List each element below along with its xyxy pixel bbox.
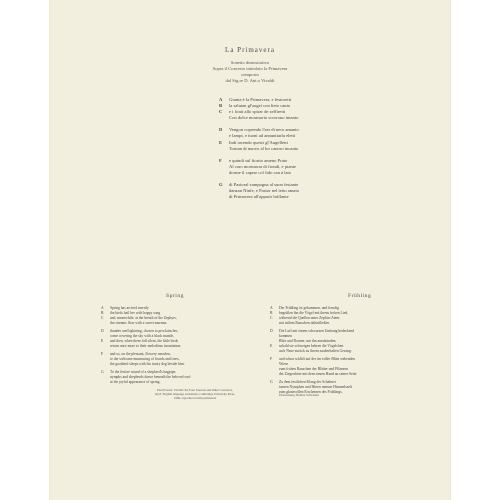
italian-sonnet — [219, 97, 299, 206]
page-title: La Primavera — [225, 46, 275, 54]
verse-text: Blitz und Donner, um ihn anzukünden; — [279, 339, 337, 343]
verse-text: aufs Neue zurück zu ihrem zauberhaften Gesang: — [279, 349, 352, 353]
verse-text: Wiese — [279, 362, 289, 366]
verse-marker — [270, 372, 279, 377]
verse-text: and so, on the pleasant, flowery meadow, — [110, 352, 171, 356]
stanza — [219, 158, 299, 176]
verse-text: e i fonti allo spirar de zeffiretti — [229, 109, 286, 115]
verse-text: e quindi sul fiorito ameno Prato — [229, 157, 288, 163]
verse-text: und schon schläft auf der im voller Blüte stehenden — [279, 357, 355, 361]
verse-marker: D — [270, 329, 273, 333]
verse-marker: F — [101, 352, 104, 356]
verse-text: kommen — [279, 334, 292, 338]
verse-marker: B — [101, 311, 104, 315]
verse-marker — [101, 344, 110, 349]
verse-marker — [219, 146, 229, 152]
verse-text: nymphs and shepherds dance beneath the beloved roof — [110, 375, 191, 379]
stanza — [270, 306, 440, 326]
stanza — [219, 97, 299, 121]
subtitle-line: Sonetto dimostrativo — [230, 60, 270, 65]
verse-marker: A — [219, 97, 223, 102]
verse-text: Vengon coprendo l'aer di nero amanto — [229, 127, 299, 133]
verse-line — [101, 380, 271, 385]
verse-marker: E — [101, 339, 104, 343]
stanza — [270, 357, 440, 377]
verse-marker — [101, 362, 110, 367]
verse-text: the birds hail her with happy song — [110, 311, 161, 315]
verse-text: mit süßem Rauschen dahinfließen. — [279, 321, 330, 325]
verse-text: der Ziegenhirte mit dem treuen Hund an seiner Seite — [279, 372, 357, 376]
verse-text: To the festive sound of a shepherd's bagpipe, — [110, 370, 177, 374]
verse-line — [219, 115, 299, 121]
verse-text: at the joyful appearance of spring. — [110, 380, 161, 384]
verse-text: come covering the sky with a black mantle, — [110, 334, 175, 338]
subtitle-line: dal Sig.re D. Ant.o Vivaldi — [225, 78, 275, 83]
verse-text: begrüßen ihn die Vögel mit ihrem frohen Lied, — [279, 311, 349, 315]
verse-marker — [101, 380, 110, 385]
verse-marker: F — [270, 357, 273, 361]
verse-marker — [270, 390, 279, 395]
subtitle-line: composto — [241, 72, 259, 77]
german-credit: Übersetzung: Bettina Schwemer — [279, 393, 320, 397]
subtitle-block — [50, 60, 450, 84]
verse-marker: E — [270, 344, 273, 348]
verse-text: Al caro mormorar di frondi, e piante — [229, 163, 296, 169]
verse-marker — [219, 115, 229, 121]
verse-marker — [270, 321, 279, 326]
verse-marker: C — [270, 316, 273, 320]
verse-line — [219, 170, 299, 176]
stanza — [101, 352, 271, 367]
verse-text: Con dolce mormorio scorrono intanto — [229, 115, 299, 121]
verse-text: Tornan di nuovo al lor canoro incanto — [229, 145, 299, 151]
verse-text: danzan Ninfe, e Pastor nel tetto amato — [229, 188, 300, 194]
verse-line — [101, 362, 271, 367]
verse-text: the goatherd sleeps with his trusty dog beside him. — [110, 362, 185, 366]
verse-marker: C — [219, 109, 223, 115]
verse-line — [219, 194, 299, 200]
verse-text: e lampi, e tuoni ad annuntiarla eletti — [229, 133, 296, 139]
verse-text: di Pastoral zampogna al suon festante — [229, 182, 299, 188]
verse-marker: G — [101, 370, 104, 374]
credit-line: 1996, reproduced with permission — [173, 396, 217, 401]
verse-text: während die Quellen unter Zephirs Atem — [279, 316, 340, 320]
verse-text: and, meanwhile, at the breath of the Zephyrs, — [110, 316, 177, 320]
stanza — [219, 182, 299, 200]
verse-text: sobald sie schweigen kehren die Vögelchen — [279, 344, 344, 348]
verse-line — [101, 321, 271, 326]
verse-text: thunder and lightning, chosen to proclaim her, — [110, 329, 179, 333]
verse-text: tanzen Nymphen und Hirten unterm Himmelszelt — [279, 385, 353, 389]
verse-marker: A — [270, 306, 273, 310]
english-title: Spring — [166, 293, 184, 299]
stanza — [219, 127, 299, 151]
verse-text: Der Frühling ist gekommen, und freudig — [279, 306, 339, 310]
english-sonnet — [101, 306, 271, 388]
verse-text: return once more to their melodious incantation: — [110, 344, 182, 348]
verse-marker: G — [270, 380, 273, 384]
verse-marker: G — [219, 182, 223, 188]
verse-text: Spring has arrived merrily — [110, 306, 149, 310]
verse-marker: E — [219, 139, 223, 145]
verse-marker — [270, 349, 279, 354]
stanza — [101, 306, 271, 326]
verse-text: di Primavera all'apparir brillante — [229, 194, 289, 200]
verse-marker — [219, 194, 229, 200]
stanza — [101, 370, 271, 385]
verse-marker: D — [101, 329, 104, 333]
verse-text: Die Luft mit einem schwarzen Umhang bedeckend — [279, 329, 355, 333]
verse-marker: B — [270, 311, 273, 315]
document-sheet — [50, 0, 450, 500]
verse-line — [101, 344, 271, 349]
verse-line — [270, 372, 440, 377]
verse-marker: D — [219, 127, 223, 133]
stanza — [101, 329, 271, 349]
verse-text: Indi tacendo questi gl'Augelletti — [229, 139, 288, 145]
credit-line: Paul Everett, Vivaldi: the Four Seasons and Other Concertos, — [157, 388, 233, 392]
verse-line — [270, 349, 440, 354]
german-sonnet — [270, 306, 440, 398]
verse-text: Giunta è la Primavera, e festosetti — [229, 97, 292, 102]
english-credit — [130, 388, 260, 401]
verse-marker: F — [219, 157, 222, 163]
verse-text: zum glanzvollen Erscheinen des Frühlings. — [279, 390, 343, 394]
verse-marker: B — [219, 103, 223, 109]
verse-text: zum frohen Rauschen der Blätter und Pflanzen — [279, 367, 349, 371]
verse-line — [219, 146, 299, 152]
verse-line — [270, 321, 440, 326]
german-title: Frühling — [348, 293, 372, 299]
subtitle-line: Sopra il Concerto intitolato la Primavera — [212, 66, 288, 71]
verse-text: the streams flow with a sweet murmur. — [110, 321, 168, 325]
verse-marker: A — [101, 306, 104, 310]
credit-line: Op.8, English language translation, Cambridge University Press, — [154, 392, 236, 397]
verse-text: and then, when these fall silent, the little birds — [110, 339, 178, 343]
verse-text: to the welcome murmuring of fronds and trees, — [110, 357, 180, 361]
stanza — [270, 329, 440, 354]
verse-text: la salutan gl'augei con lieto canto — [229, 103, 291, 109]
verse-text: dorme il caprar col fido can à lato — [229, 169, 292, 175]
verse-text: Zu dem festlichen Klang der Schalmei — [279, 380, 336, 384]
verse-marker — [219, 170, 229, 176]
verse-marker — [101, 321, 110, 326]
verse-marker: C — [101, 316, 104, 320]
